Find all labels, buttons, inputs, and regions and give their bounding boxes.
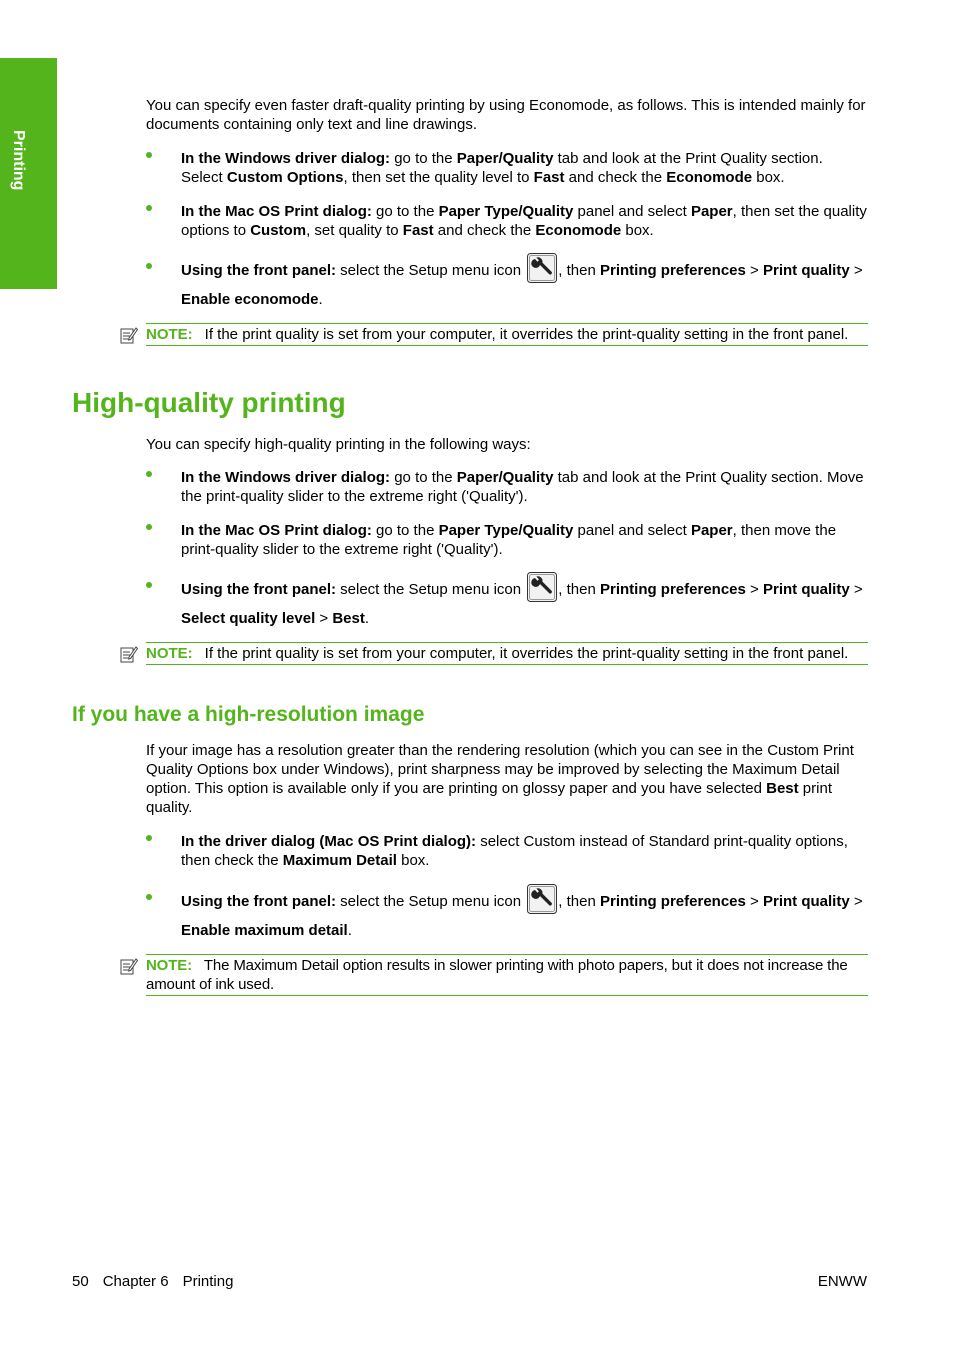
list-item: Using the front panel: select the Setup menu icon , then Printing preferences > Print quality > Enable maximum detail. [146, 892, 868, 945]
hr-intro: If your image has a resolution greater than the rendering resolution (which you can see in the Custom Print Quality Options box under Windows), print sharpness may be improved by selecting the Maximum Detail option. This option is available only if you are printing on glossy paper and you have selected Best print quality. [146, 742, 854, 816]
side-tab-label: Printing [10, 130, 27, 191]
bullet-icon [146, 471, 152, 477]
chapter-side-tab [0, 58, 57, 289]
economode-intro: You can specify even faster draft-quality printing by using Economode, as follows. This is intended mainly for documents containing only text and line drawings. [146, 97, 866, 133]
note-label: NOTE: [146, 326, 193, 343]
page-title: High-quality printing [72, 387, 346, 418]
list-item: Using the front panel: select the Setup menu icon , then Printing preferences > Print quality > Enable economode. [146, 261, 868, 314]
bullet-icon [146, 263, 152, 269]
bullet-icon [146, 894, 152, 900]
section-heading: If you have a high-resolution image [72, 703, 425, 726]
footer-chapter: Chapter 6 [102, 1273, 169, 1290]
bullet-icon [146, 835, 152, 841]
footer-code: ENWW [817, 1273, 867, 1290]
bullet-icon [146, 524, 152, 530]
note-icon [120, 326, 138, 344]
wrench-icon [527, 253, 557, 283]
list-item: Using the front panel: select the Setup menu icon , then Printing preferences > Print quality > Select quality level > Best. [146, 580, 868, 633]
note-box [146, 642, 868, 665]
wrench-icon [527, 884, 557, 914]
note-box [146, 954, 868, 996]
hq-intro: You can specify high-quality printing in the following ways: [146, 436, 531, 453]
note-label: NOTE: [146, 957, 192, 974]
wrench-icon [527, 572, 557, 602]
note-text: If the print quality is set from your computer, it overrides the print-quality setting in the front panel. [204, 326, 849, 343]
bullet-icon [146, 152, 152, 158]
list-item: In the Windows driver dialog: go to the Paper/Quality tab and look at the Print Quality section. Move the print-quality slider to the extreme right ('Quality'). [146, 468, 868, 506]
note-icon [120, 645, 138, 663]
note-label: NOTE: [146, 645, 193, 662]
footer-left [72, 1272, 247, 1291]
bullet-icon [146, 582, 152, 588]
list-item: In the Windows driver dialog: go to the Paper/Quality tab and look at the Print Quality section. Select Custom Options, then set the quality level to Fast and check the Economode box. [146, 149, 868, 187]
list-item: In the Mac OS Print dialog: go to the Paper Type/Quality panel and select Paper, then move the print-quality slider to the extreme right ('Quality'). [146, 521, 868, 559]
note-text: If the print quality is set from your computer, it overrides the print-quality setting in the front panel. [204, 645, 849, 662]
bullet-icon [146, 205, 152, 211]
note-box [146, 323, 868, 346]
note-icon [120, 957, 138, 975]
page-number: 50 [72, 1273, 89, 1290]
list-item: In the driver dialog (Mac OS Print dialog): select Custom instead of Standard print-quality options, then check the Maximum Detail box. [146, 832, 868, 870]
footer-section: Printing [182, 1273, 234, 1290]
note-text: The Maximum Detail option results in slower printing with photo papers, but it does not increase the amount of ink used. [146, 957, 848, 993]
list-item: In the Mac OS Print dialog: go to the Paper Type/Quality panel and select Paper, then set the quality options to Custom, set quality to Fast and check the Economode box. [146, 202, 868, 240]
